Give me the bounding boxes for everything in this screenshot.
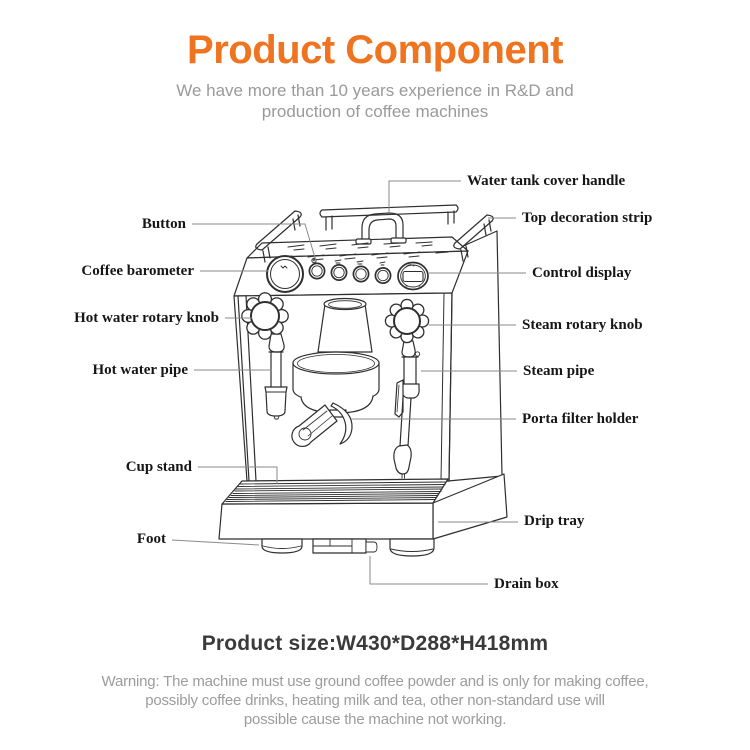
label-coffee-barometer: Coffee barometer	[81, 263, 194, 279]
label-porta-filter-holder: Porta filter holder	[522, 411, 639, 427]
warning-line-3: possible cause the machine not working.	[243, 711, 507, 728]
page-title: Product Component	[187, 28, 563, 72]
label-control-display: Control display	[532, 265, 632, 281]
cup-stand-drawing	[222, 479, 448, 504]
warning-line-1: Warning: The machine must use ground coffee powder and is only for making coffee,	[101, 673, 649, 690]
label-hot-water-rotary-knob: Hot water rotary knob	[74, 310, 219, 326]
label-top-decoration-strip: Top decoration strip	[522, 210, 653, 226]
label-water-tank-cover-handle: Water tank cover handle	[467, 173, 626, 189]
product-size-text: Product size:W430*D288*H418mm	[201, 632, 549, 655]
control-display-drawing	[398, 263, 428, 290]
label-steam-pipe: Steam pipe	[523, 363, 595, 379]
label-foot: Foot	[136, 531, 166, 547]
warning-line-2: possibly coffee drinks, heating milk and tea, other non-standard use will	[145, 692, 605, 709]
subtitle-line-2: production of coffee machines	[261, 102, 489, 121]
label-cup-stand: Cup stand	[125, 459, 192, 475]
label-button: Button	[141, 216, 186, 232]
callout-water-tank-cover-handle	[389, 181, 461, 213]
warning-text	[0, 672, 750, 729]
callout-foot	[172, 540, 259, 545]
label-steam-rotary-knob: Steam rotary knob	[522, 317, 643, 333]
label-drip-tray: Drip tray	[524, 513, 585, 529]
machine-drawing	[219, 205, 507, 556]
callout-drain-box	[370, 556, 488, 584]
drain-box-drawing	[313, 539, 377, 553]
subtitle-line-1: We have more than 10 years experience in R&D and	[176, 81, 574, 100]
label-hot-water-pipe: Hot water pipe	[92, 362, 188, 378]
label-drain-box: Drain box	[494, 576, 559, 592]
coffee-barometer-drawing	[267, 256, 303, 292]
